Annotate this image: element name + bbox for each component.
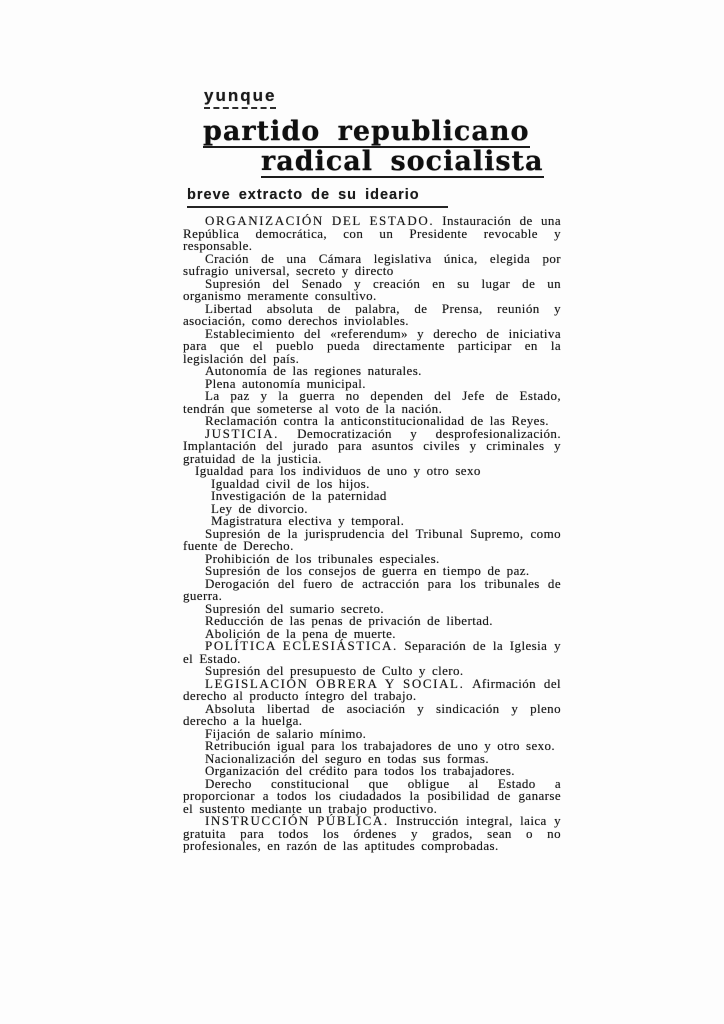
- subtitle: breve extracto de su ideario: [187, 187, 448, 208]
- section-heading: LEGISLACIÓN OBRERA Y SOCIAL.: [205, 675, 473, 691]
- article-paragraph: Prohibición de los tribunales especiales.: [205, 550, 440, 566]
- article-paragraph: INSTRUCCIÓN PÚBLICA. Instrucción integral, laica y gratuita para todos los órdenes y grados, sean o no profesionales, en razón de las aptitudes comprobadas.: [183, 813, 561, 853]
- article-paragraph: LEGISLACIÓN OBRERA Y SOCIAL. Afirmación del derecho al producto íntegro del trabajo.: [183, 675, 562, 703]
- article-paragraph: Autonomía de las regiones naturales.: [205, 363, 422, 378]
- article-body: [183, 215, 561, 853]
- article-paragraph: Supresión del presupuesto de Culto y clero.: [205, 663, 464, 678]
- article-paragraph: Absoluta libertad de asociación y sindicación y pleno derecho a la huelga.: [183, 700, 561, 728]
- headline: [183, 118, 561, 178]
- article-paragraph: Igualdad para los individuos de uno y otro sexo: [195, 463, 481, 478]
- article-paragraph: Supresión del Senado y creación en su lugar de un organismo meramente consultivo.: [183, 275, 561, 303]
- article-paragraph: Nacionalización del seguro en todas sus formas.: [205, 750, 489, 766]
- article-paragraph: Ley de divorcio.: [211, 500, 308, 516]
- article-paragraph: Igualdad civil de los hijos.: [211, 475, 370, 491]
- article-paragraph: Fijación de salario mínimo.: [205, 725, 367, 741]
- headline-line-2: [261, 148, 561, 178]
- article-paragraph: POLÍTICA ECLESIÁSTICA. Separación de la Iglesia y el Estado.: [183, 638, 561, 666]
- article-paragraph: Derogación del fuero de actracción para los tribunales de guerra.: [183, 575, 561, 603]
- headline-line-1-text: partido republicano: [203, 116, 530, 147]
- article-paragraph: La paz y la guerra no dependen del Jefe de Estado, tendrán que someterse al voto de la nación.: [183, 388, 561, 416]
- headline-line-1: [203, 118, 561, 148]
- masthead-label: yunque: [204, 86, 276, 109]
- article-paragraph: Cración de una Cámara legislativa única, elegida por sufragio universal, secreto y directo: [183, 250, 561, 278]
- section-heading: JUSTICIA.: [205, 425, 298, 441]
- article-paragraph: Derecho constitucional que obligue al Estado a proporcionar a todos los ciudadados la posibilidad de ganarse el sustento mediante un trabajo productivo.: [183, 775, 561, 816]
- article-paragraph: Supresión del sumario secreto.: [205, 600, 385, 616]
- article-paragraph: JUSTICIA. Democratización y desprofesionalización. Implantación del jurado para asuntos civiles y criminales y gratuidad de la justicia.: [183, 425, 561, 466]
- article-paragraph: Plena autonomía municipal.: [205, 375, 366, 391]
- article-paragraph: Libertad absoluta de palabra, de Prensa, reunión y asociación, como derechos inviolables.: [183, 300, 561, 328]
- article-paragraph: Abolición de la pena de muerte.: [205, 625, 396, 641]
- headline-line-2-text: radical socialista: [261, 146, 544, 177]
- article-paragraph: Supresión de la jurisprudencia del Tribunal Supremo, como fuente de Derecho.: [183, 525, 561, 553]
- article-paragraph: Reducción de las penas de privación de libertad.: [205, 613, 493, 628]
- article-paragraph: Reclamación contra la anticonstitucionalidad de las Reyes.: [205, 413, 549, 428]
- section-heading: INSTRUCCIÓN PÚBLICA.: [205, 813, 396, 828]
- newspaper-clipping: [183, 86, 561, 853]
- section-heading: ORGANIZACIÓN DEL ESTADO.: [205, 213, 443, 228]
- article-paragraph: Supresión de los consejos de guerra en tiempo de paz.: [205, 563, 530, 578]
- article-paragraph: Investigación de la paternidad: [211, 488, 387, 503]
- article-paragraph: Retribución igual para los trabajadores de uno y otro sexo.: [205, 738, 556, 753]
- article-paragraph: Organización del crédito para todos los trabajadores.: [205, 763, 515, 778]
- article-paragraph: ORGANIZACIÓN DEL ESTADO. Instauración de una República democrática, con un Presidente revocable y responsable.: [183, 213, 561, 253]
- article-paragraph: Magistratura electiva y temporal.: [211, 513, 405, 528]
- article-paragraph: Establecimiento del «referendum» y derecho de iniciativa para que el pueblo pueda directamente participar en la legislación del país.: [183, 325, 561, 366]
- section-heading: POLÍTICA ECLESIÁSTICA.: [205, 638, 405, 653]
